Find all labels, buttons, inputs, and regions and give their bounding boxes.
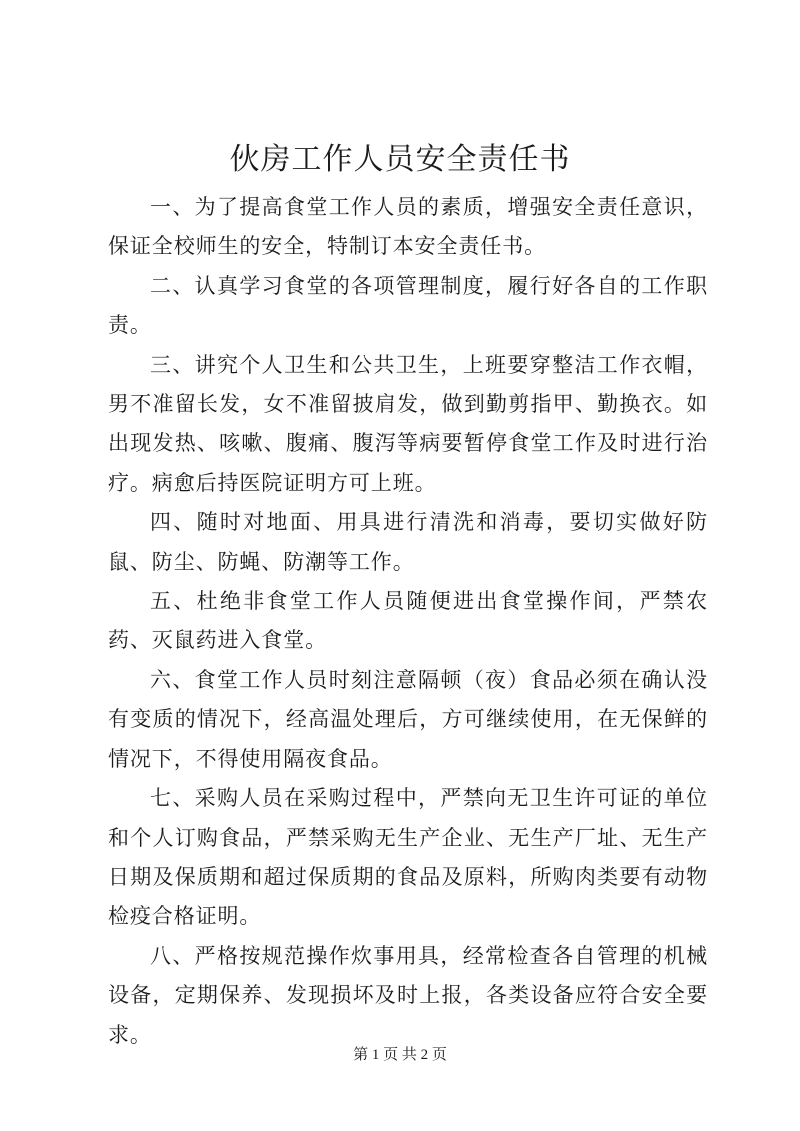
page-indicator: 第 1 页 共 2 页 — [353, 1047, 447, 1063]
paragraph-3: 三、讲究个人卫生和公共卫生，上班要穿整洁工作衣帽，男不准留长发，女不准留披肩发，做到勤剪指甲、勤换衣。如出现发热、咳嗽、腹痛、腹泻等病要暂停食堂工作及时进行治疗。病愈后持医院证明方可上班。 — [108, 352, 708, 495]
paragraph-5: 五、杜绝非食堂工作人员随便进出食堂操作间，严禁农药、灭鼠药进入食堂。 — [108, 589, 708, 653]
document-title: 伙房工作人员安全责任书 — [229, 142, 571, 177]
paragraph-4: 四、随时对地面、用具进行清洗和消毒，要切实做好防鼠、防尘、防蝇、防潮等工作。 — [108, 510, 708, 574]
paragraph-7: 七、采购人员在采购过程中，严禁向无卫生许可证的单位和个人订购食品，严禁采购无生产企业、无生产厂址、无生产日期及保质期和超过保质期的食品及原料，所购肉类要有动物检疫合格证明。 — [108, 786, 708, 929]
document-body — [108, 188, 708, 1055]
paragraph-2: 二、认真学习食堂的各项管理制度，履行好各自的工作职责。 — [108, 273, 708, 338]
paragraph-6: 六、食堂工作人员时刻注意隔顿（夜）食品必须在确认没有变质的情况下，经高温处理后，方可继续使用，在无保鲜的情况下，不得使用隔夜食品。 — [108, 667, 708, 771]
paragraph-1: 一、为了提高食堂工作人员的素质，增强安全责任意识，保证全校师生的安全，特制订本安全责任书。 — [108, 195, 708, 259]
paragraph-8: 八、严格按规范操作炊事用具，经常检查各自管理的机械设备，定期保养、发现损坏及时上报，各类设备应符合安全要求。 — [108, 943, 708, 1047]
